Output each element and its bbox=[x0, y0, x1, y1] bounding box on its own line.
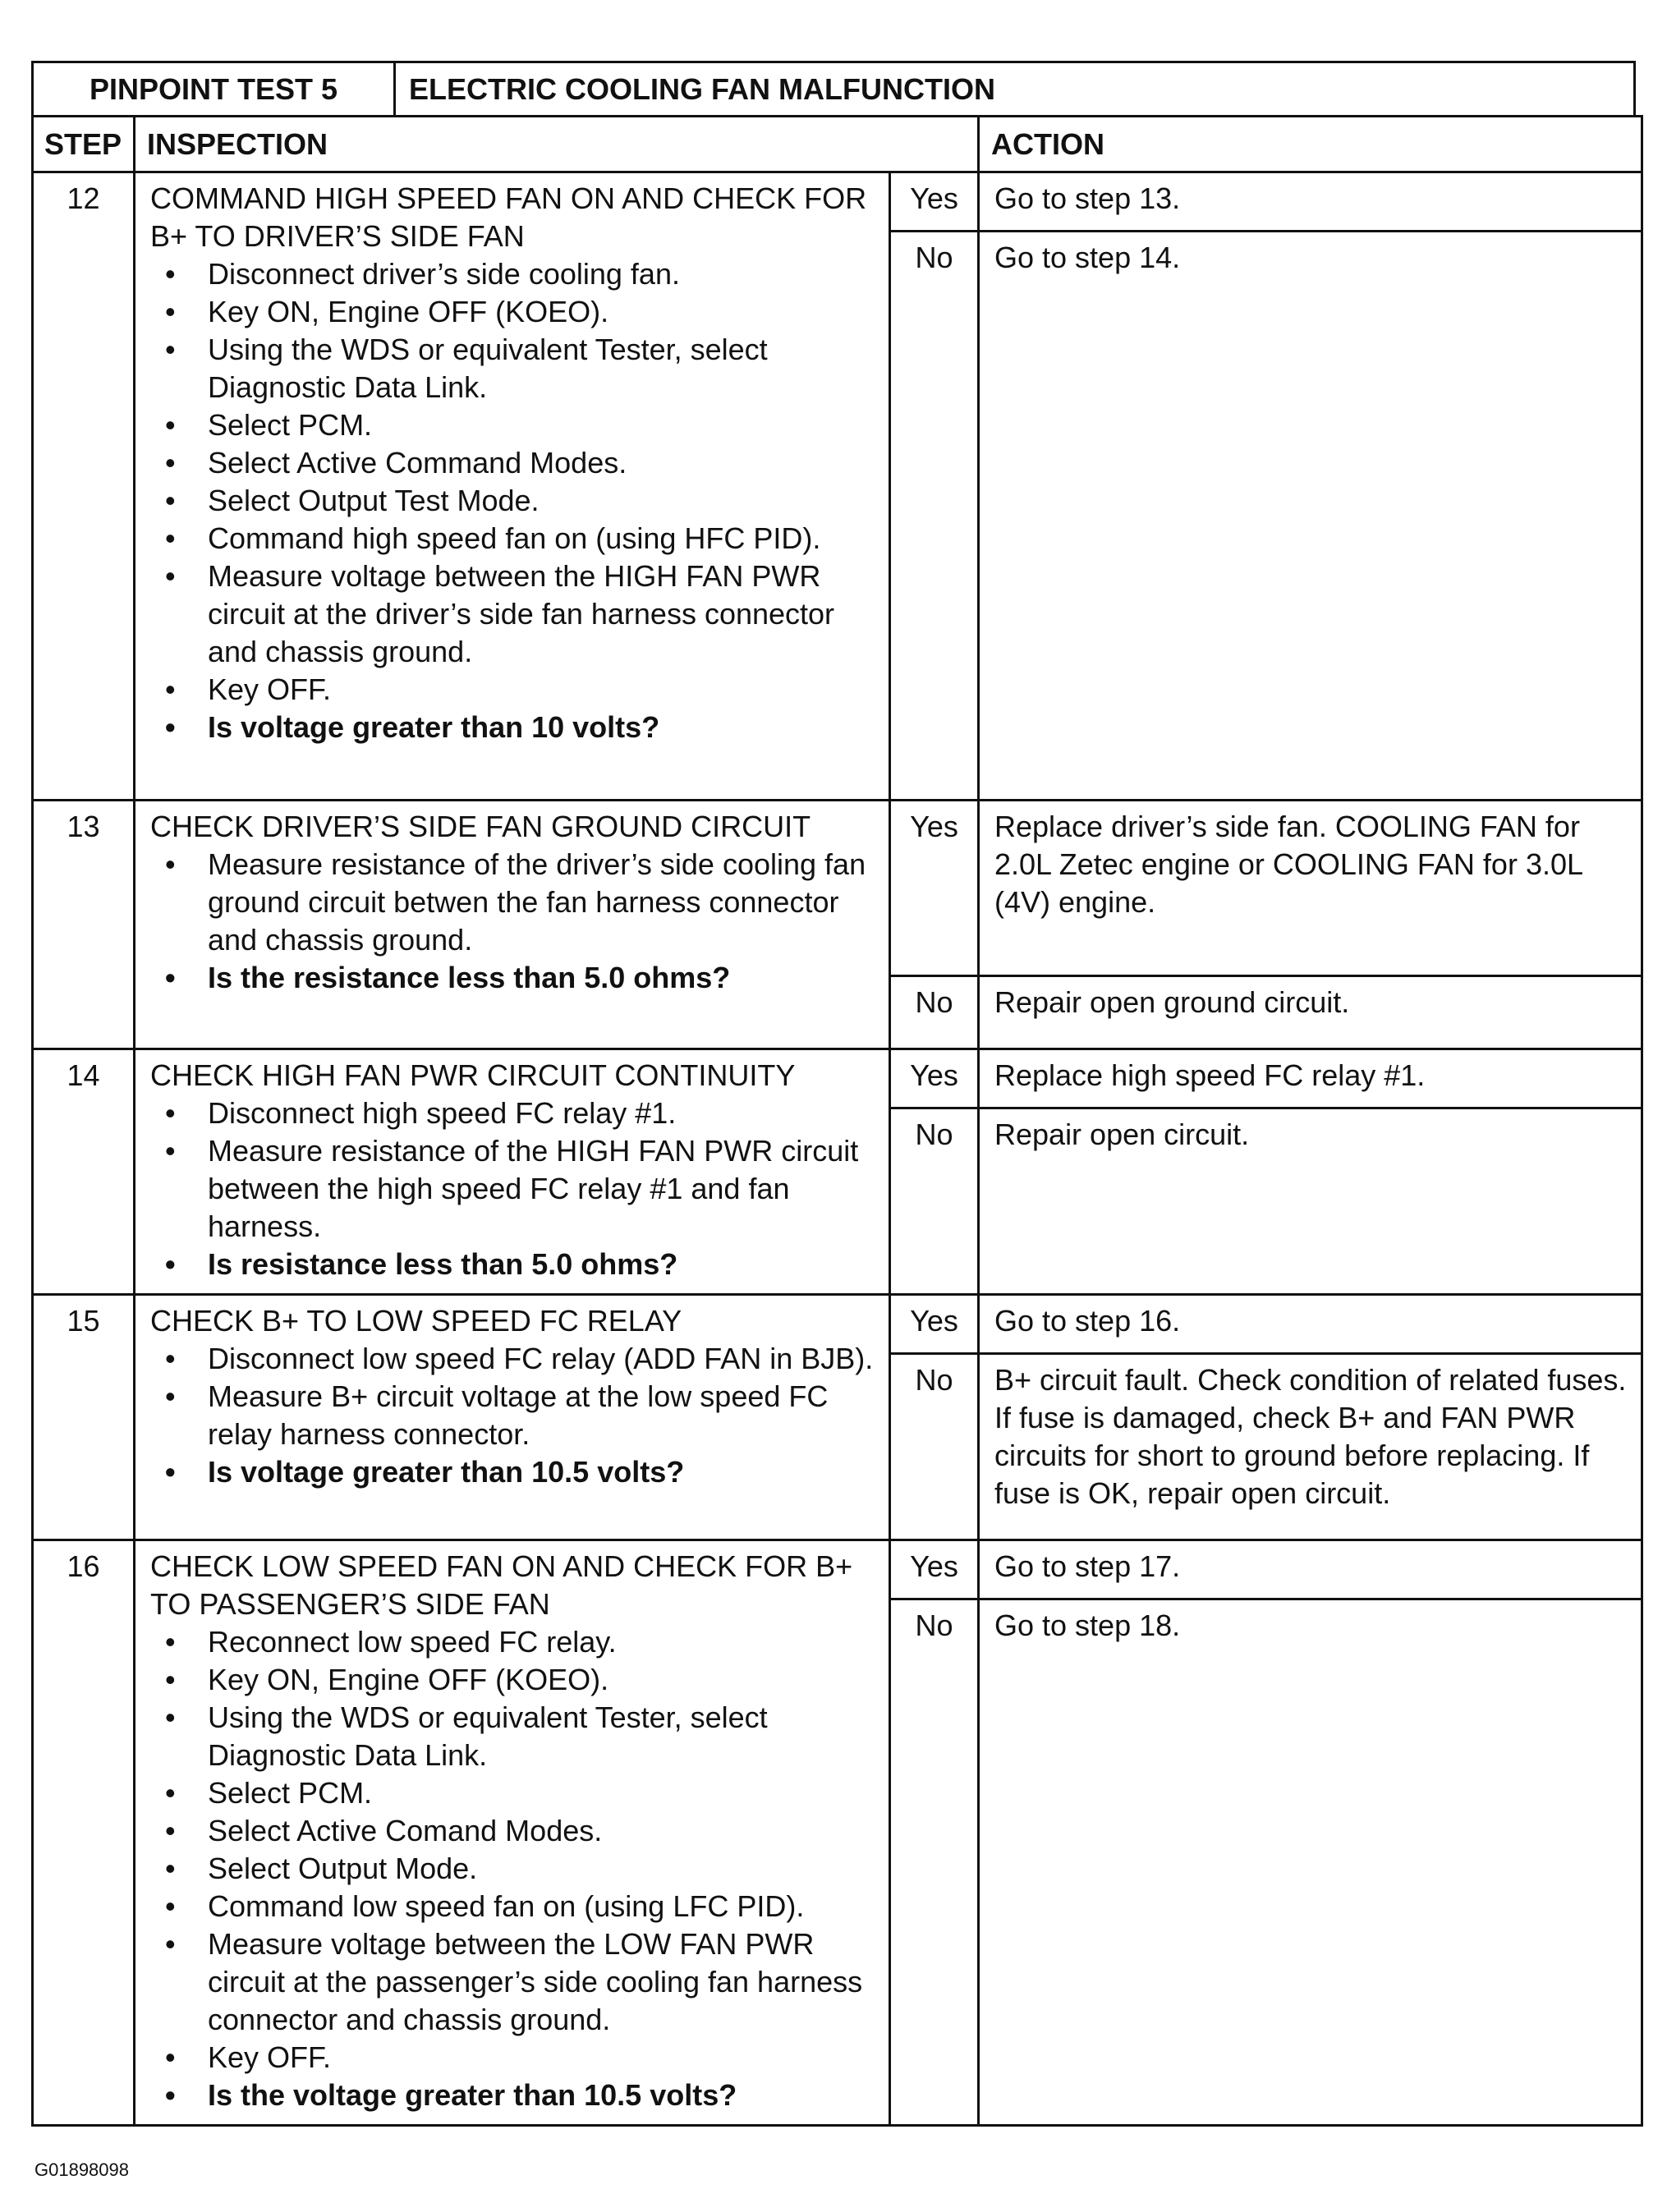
inspection-title: CHECK DRIVER’S SIDE FAN GROUND CIRCUIT bbox=[150, 810, 811, 843]
inspection-bullet: • Measure resistance of the HIGH FAN PWR circuit between the high speed FC relay #1 and fan harness. bbox=[150, 1132, 877, 1246]
yes-label: Yes bbox=[890, 1049, 979, 1108]
inspection-bullet: • Reconnect low speed FC relay. bbox=[150, 1623, 877, 1661]
test-label: PINPOINT TEST 5 bbox=[34, 63, 396, 115]
inspection-bullet: • Select Output Test Mode. bbox=[150, 482, 877, 520]
inspection-title: COMMAND HIGH SPEED FAN ON AND CHECK FOR B+ TO DRIVER’S SIDE FAN bbox=[150, 181, 867, 253]
figure-id: G01898098 bbox=[34, 2159, 129, 2180]
no-label: No bbox=[890, 1108, 979, 1295]
inspection-bullet: • Measure voltage between the HIGH FAN PWR circuit at the driver’s side fan harness connector and chassis ground. bbox=[150, 558, 877, 671]
column-header-row bbox=[33, 117, 1642, 172]
inspection-question: • Is the resistance less than 5.0 ohms? bbox=[150, 959, 877, 997]
column-step: STEP bbox=[33, 117, 135, 172]
step-number: 12 bbox=[33, 172, 135, 801]
step-number: 15 bbox=[33, 1295, 135, 1540]
inspection-bullet: • Using the WDS or equivalent Tester, select Diagnostic Data Link. bbox=[150, 331, 877, 406]
inspection-bullet: • Disconnect high speed FC relay #1. bbox=[150, 1095, 877, 1132]
inspection-bullet: • Key ON, Engine OFF (KOEO). bbox=[150, 293, 877, 331]
inspection-cell bbox=[135, 172, 890, 801]
inspection-bullet: • Key ON, Engine OFF (KOEO). bbox=[150, 1661, 877, 1699]
step-row bbox=[33, 1295, 1642, 1354]
no-label: No bbox=[890, 976, 979, 1049]
inspection-title: CHECK LOW SPEED FAN ON AND CHECK FOR B+ TO PASSENGER’S SIDE FAN bbox=[150, 1549, 853, 1621]
inspection-bullet: • Disconnect driver’s side cooling fan. bbox=[150, 255, 877, 293]
inspection-question: • Is voltage greater than 10 volts? bbox=[150, 709, 877, 746]
column-action: ACTION bbox=[979, 117, 1642, 172]
yes-action: Replace high speed FC relay #1. bbox=[979, 1049, 1642, 1108]
inspection-bullet: • Using the WDS or equivalent Tester, select Diagnostic Data Link. bbox=[150, 1699, 877, 1774]
inspection-bullet: • Select Active Comand Modes. bbox=[150, 1812, 877, 1850]
yes-action: Go to step 16. bbox=[979, 1295, 1642, 1354]
no-action: Go to step 14. bbox=[979, 232, 1642, 801]
no-label: No bbox=[890, 232, 979, 801]
inspection-steps bbox=[150, 1623, 877, 2114]
inspection-bullet: • Select PCM. bbox=[150, 406, 877, 444]
pinpoint-test-page bbox=[31, 61, 1636, 2127]
no-action: Go to step 18. bbox=[979, 1599, 1642, 2126]
yes-label: Yes bbox=[890, 801, 979, 976]
step-number: 13 bbox=[33, 801, 135, 1049]
no-label: No bbox=[890, 1599, 979, 2126]
inspection-bullet: • Command high speed fan on (using HFC PID). bbox=[150, 520, 877, 558]
no-action: B+ circuit fault. Check condition of related fuses. If fuse is damaged, check B+ and FAN PWR circuits for short to ground before replacing. If fuse is OK, repair open circuit. bbox=[979, 1354, 1642, 1540]
step-row bbox=[33, 801, 1642, 976]
inspection-cell bbox=[135, 1540, 890, 2126]
diagnostic-table bbox=[31, 115, 1643, 2127]
test-header bbox=[31, 61, 1636, 115]
inspection-steps bbox=[150, 1095, 877, 1283]
inspection-bullet: • Key OFF. bbox=[150, 671, 877, 709]
yes-label: Yes bbox=[890, 1540, 979, 1599]
inspection-bullet: • Command low speed fan on (using LFC PID). bbox=[150, 1888, 877, 1925]
inspection-question: • Is the voltage greater than 10.5 volts? bbox=[150, 2077, 877, 2114]
inspection-cell bbox=[135, 801, 890, 1049]
step-row bbox=[33, 1540, 1642, 1599]
inspection-bullet: • Measure resistance of the driver’s side cooling fan ground circuit betwen the fan harness connector and chassis ground. bbox=[150, 846, 877, 959]
inspection-question: • Is voltage greater than 10.5 volts? bbox=[150, 1453, 877, 1491]
test-title: ELECTRIC COOLING FAN MALFUNCTION bbox=[409, 71, 995, 106]
yes-action: Go to step 17. bbox=[979, 1540, 1642, 1599]
column-inspection: INSPECTION bbox=[135, 117, 979, 172]
inspection-bullet: • Disconnect low speed FC relay (ADD FAN in BJB). bbox=[150, 1340, 877, 1378]
inspection-question: • Is resistance less than 5.0 ohms? bbox=[150, 1246, 877, 1283]
step-number: 16 bbox=[33, 1540, 135, 2126]
yes-action: Replace driver’s side fan. COOLING FAN for 2.0L Zetec engine or COOLING FAN for 3.0L (4V) engine. bbox=[979, 801, 1642, 976]
inspection-bullet: • Key OFF. bbox=[150, 2039, 877, 2077]
inspection-steps bbox=[150, 846, 877, 997]
steps-body bbox=[33, 172, 1642, 2126]
inspection-bullet: • Measure voltage between the LOW FAN PWR circuit at the passenger’s side cooling fan harness connector and chassis ground. bbox=[150, 1925, 877, 2039]
inspection-steps bbox=[150, 1340, 877, 1491]
inspection-cell bbox=[135, 1049, 890, 1295]
step-number: 14 bbox=[33, 1049, 135, 1295]
inspection-bullet: • Measure B+ circuit voltage at the low speed FC relay harness connector. bbox=[150, 1378, 877, 1453]
no-action: Repair open circuit. bbox=[979, 1108, 1642, 1295]
inspection-title: CHECK B+ TO LOW SPEED FC RELAY bbox=[150, 1304, 682, 1338]
yes-action: Go to step 13. bbox=[979, 172, 1642, 232]
inspection-bullet: • Select PCM. bbox=[150, 1774, 877, 1812]
step-row bbox=[33, 172, 1642, 232]
yes-label: Yes bbox=[890, 172, 979, 232]
inspection-bullet: • Select Output Mode. bbox=[150, 1850, 877, 1888]
yes-label: Yes bbox=[890, 1295, 979, 1354]
inspection-bullet: • Select Active Command Modes. bbox=[150, 444, 877, 482]
step-row bbox=[33, 1049, 1642, 1108]
inspection-steps bbox=[150, 255, 877, 746]
no-action: Repair open ground circuit. bbox=[979, 976, 1642, 1049]
no-label: No bbox=[890, 1354, 979, 1540]
inspection-cell bbox=[135, 1295, 890, 1540]
inspection-title: CHECK HIGH FAN PWR CIRCUIT CONTINUITY bbox=[150, 1058, 796, 1092]
